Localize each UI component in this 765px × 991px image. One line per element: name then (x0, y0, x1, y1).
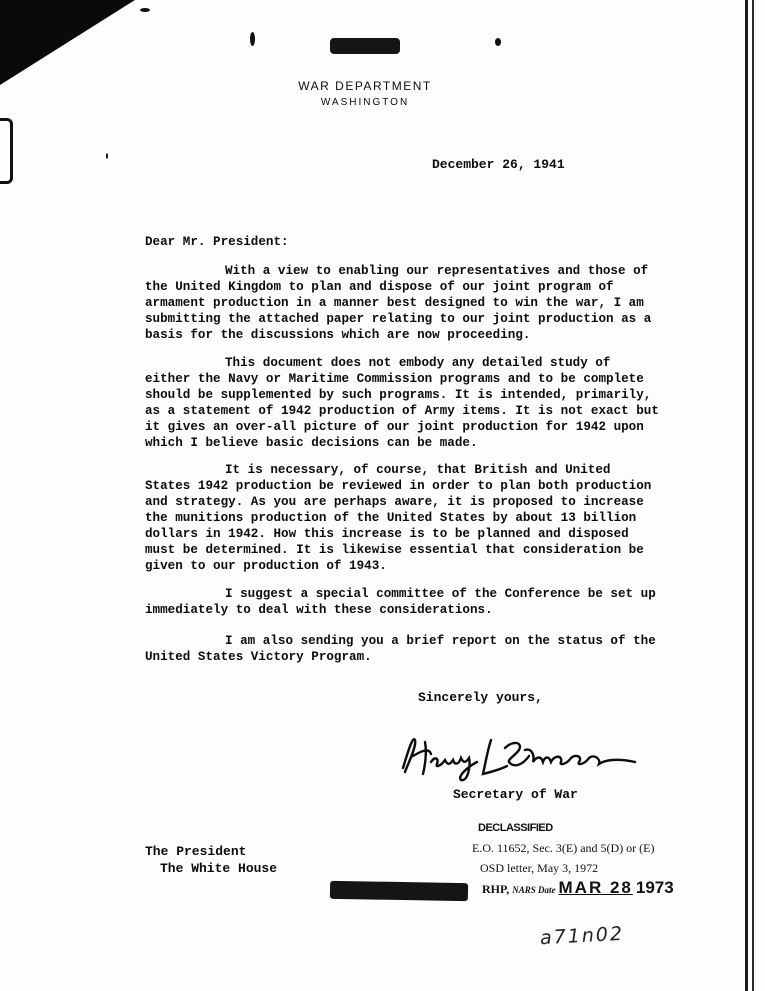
declass-date: MAR 28 (558, 878, 633, 897)
signature (395, 728, 645, 788)
declass-letter: OSD letter, May 3, 1972 (480, 861, 599, 875)
paragraph (145, 355, 667, 451)
paragraph (145, 633, 664, 665)
paragraph-text: This document does not embody any detailed study of either the Navy or Maritime Commission programs and to be complete should be supplemented by such programs. It is intended, primarily, as a statement of 1942 production of Army items. It is not exact but it gives an over-all picture of our joint production for 1942 upon which I believe basic decisions can be made. (145, 356, 667, 450)
speck (495, 38, 501, 46)
addressee-line: The President (145, 844, 247, 859)
paragraph (145, 263, 660, 343)
declass-by: RHP, (482, 882, 510, 896)
signature-scrawl (395, 728, 645, 788)
signer-title: Secretary of War (453, 787, 578, 802)
page-edge (745, 0, 748, 991)
declass-year: 1973 (635, 878, 674, 897)
declass-authority: E.O. 11652, Sec. 3(E) and 5(D) or (E) (472, 841, 655, 855)
archive-number: a71n02 (539, 922, 625, 950)
scan-edge-mark (0, 118, 13, 184)
paragraph-text: It is necessary, of course, that British and United States 1942 production be reviewed in order to plan both production and strategy. As you are perhaps aware, it is proposed to increase the munitions production of the United States by about 13 billion dollars in 1942. How this increase is to be planned and disposed must be determined. It is likewise essential that consideration be given to our production of 1943. (145, 463, 659, 573)
speck (140, 8, 150, 12)
addressee (145, 843, 277, 877)
paragraph-text: I am also sending you a brief report on the status of the United States Victory Program. (145, 634, 664, 664)
addressee-line: The White House (160, 861, 278, 876)
declassification-stamp (460, 818, 674, 900)
speck (250, 32, 255, 46)
redaction-mark-bottom (330, 881, 468, 901)
salutation: Dear Mr. President: (145, 235, 289, 249)
page-edge (752, 0, 754, 991)
nars-date-label: NARS Date (512, 885, 556, 895)
speck (106, 153, 108, 159)
paragraph-text: With a view to enabling our representatives and those of the United Kingdom to plan and dispose of our joint program of armament production in a manner best designed to win the war, I am submitting the attached paper relating to our joint production as a basis for the discussions which are now proceeding. (145, 264, 659, 342)
scan-corner-fold (0, 0, 135, 85)
paragraph (145, 462, 660, 574)
letter-date: December 26, 1941 (432, 157, 565, 172)
declass-signoff (460, 878, 674, 900)
redaction-mark-top (330, 38, 400, 54)
letterhead-department: WAR DEPARTMENT (298, 79, 432, 93)
closing: Sincerely yours, (418, 690, 543, 705)
letterhead-city: WASHINGTON (320, 97, 410, 108)
paragraph (145, 586, 664, 618)
paragraph-text: I suggest a special committee of the Conference be set up immediately to deal with these considerations. (145, 587, 664, 617)
declassified-label: DECLASSIFIED (478, 822, 553, 834)
